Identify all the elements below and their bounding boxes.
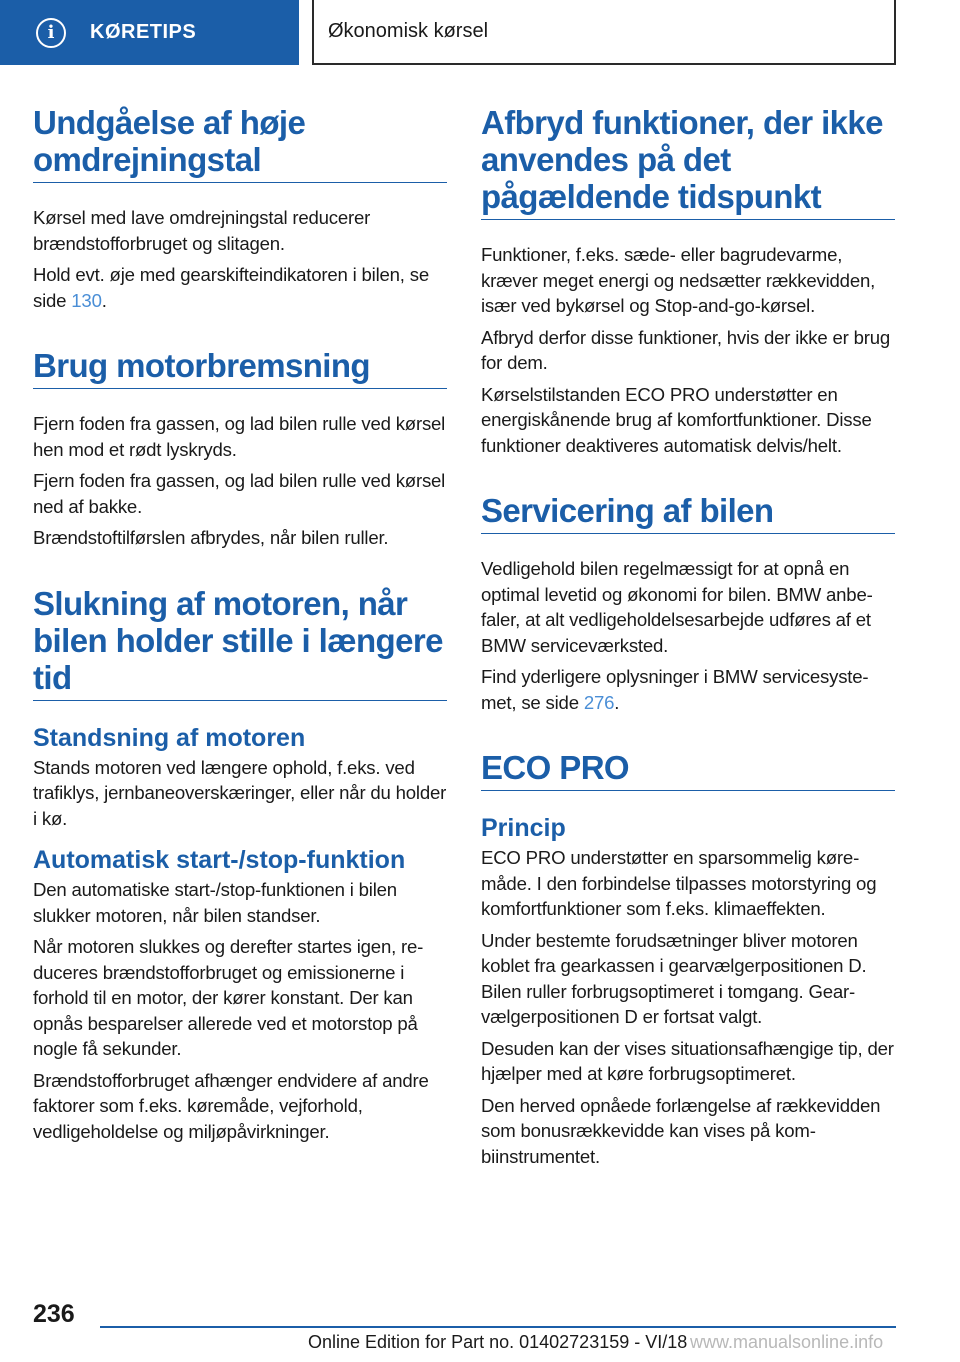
paragraph: Desuden kan der vises situationsafhængige tip, der hjælper med at køre forbrugsoptimeret. <box>481 1037 894 1084</box>
paragraph: Afbryd derfor disse funktioner, hvis der ikke er brug for dem. <box>481 326 890 373</box>
section-title-box <box>312 0 896 65</box>
heading-servicing: Servicering af bilen <box>481 492 895 534</box>
paragraph: Når motoren slukkes og derefter startes igen, reduceres brændstofforbruget og emissionerne i forhold til en motor, der kører konstant. Der kan opnås besparelser allerede ved et motorstop på nogle få sekunder. <box>33 936 424 1059</box>
heading-switch-off-functions: Afbryd funktioner, der ikke anvendes på det pågældende tidspunkt <box>481 104 895 220</box>
right-column <box>481 104 895 1175</box>
heading-avoid-high-rpm: Undgåelse af høje omdrejningstal <box>33 104 447 183</box>
page-link-276[interactable]: 276 <box>583 691 615 713</box>
paragraph: Funktioner, f.eks. sæde- eller bagrudevarme, kræver meget energi og nedsætter rækkevidden, især ved bykørsel og Stop-and-go-kørsel. <box>481 244 876 316</box>
paragraph: Fjern foden fra gassen, og lad bilen rulle ved kørsel hen mod et rødt lyskryds. <box>33 413 446 460</box>
left-column <box>33 104 447 1150</box>
paragraph: Den automatiske start-/stop-funktionen i bilen slukker motoren, når bilen standser. <box>33 879 397 926</box>
paragraph: Stands motoren ved længere ophold, f.eks. ved trafiklys, jernbaneoverskæringer, eller når du holder i kø. <box>33 756 447 829</box>
paragraph: Find yderligere oplysninger i BMW servicesystemet, se side 276. <box>481 666 869 713</box>
chapter-tab[interactable] <box>0 0 299 65</box>
footer-edition: Online Edition for Part no. 01402723159 - VI/18 <box>308 1332 688 1352</box>
footer-watermark: www.manualsonline.info <box>690 1332 884 1352</box>
paragraph: Hold evt. øje med gearskifteindikatoren i bilen, se side 130. <box>33 264 429 311</box>
paragraph: Fjern foden fra gassen, og lad bilen rulle ved kørsel ned af bakke. <box>33 470 446 517</box>
paragraph: Brændstoftilførslen afbrydes, når bilen ruller. <box>33 527 389 548</box>
heading-switch-off-engine: Slukning af motoren, når bilen holder stille i længere tid <box>33 585 447 701</box>
paragraph: Vedligehold bilen regelmæssigt for at opnå en optimal levetid og økonomi for bilen. BMW anbefaler, at alt vedligeholdelsesarbejde udføres af et BMW serviceværksted. <box>481 558 873 656</box>
paragraph: Brændstofforbruget afhænger endvidere af andre faktorer som f.eks. køremåde, vejforhold, vedligeholdelse og miljøpåvirkninger. <box>33 1069 429 1142</box>
paragraph: Kørselstilstanden ECO PRO understøtter en energiskånende brug af komfortfunktioner. Disse funktioner deaktiveres automatisk delvis/helt. <box>481 383 872 456</box>
paragraph: ECO PRO understøtter en sparsommelig køremåde. I den forbindelse tilpasses motorstyring og komfortfunktioner som f.eks. klimaeffekten. <box>481 847 877 919</box>
heading-eco-pro: ECO PRO <box>481 749 895 791</box>
heading-engine-braking: Brug motorbremsning <box>33 347 447 389</box>
paragraph: Under bestemte forudsætninger bliver motoren koblet fra gearkassen i gearvælgerpositionen D. Bilen ruller forbrugsoptimeret i tomgang. Gearvælgerpositionen D er fortsat valgt. <box>481 929 867 1027</box>
subheading-principle: Princip <box>481 814 566 842</box>
footer-divider <box>100 1326 896 1328</box>
subheading-auto-start-stop: Automatisk start-/stop-funktion <box>33 846 406 874</box>
paragraph: Den herved opnåede forlængelse af rækkevidden som bonusrækkevidde kan vises på kombiinstrumentet. <box>481 1094 881 1167</box>
page-link-130[interactable]: 130 <box>71 289 102 311</box>
paragraph: Kørsel med lave omdrejningstal reducerer brændstofforbruget og slitagen. <box>33 207 371 254</box>
chapter-tab-label: KØRETIPS <box>90 21 197 43</box>
page-number: 236 <box>33 1300 75 1328</box>
info-icon: i <box>36 18 66 48</box>
subheading-stopping-engine: Standsning af motoren <box>33 723 306 752</box>
section-title: Økonomisk kørsel <box>328 20 489 42</box>
